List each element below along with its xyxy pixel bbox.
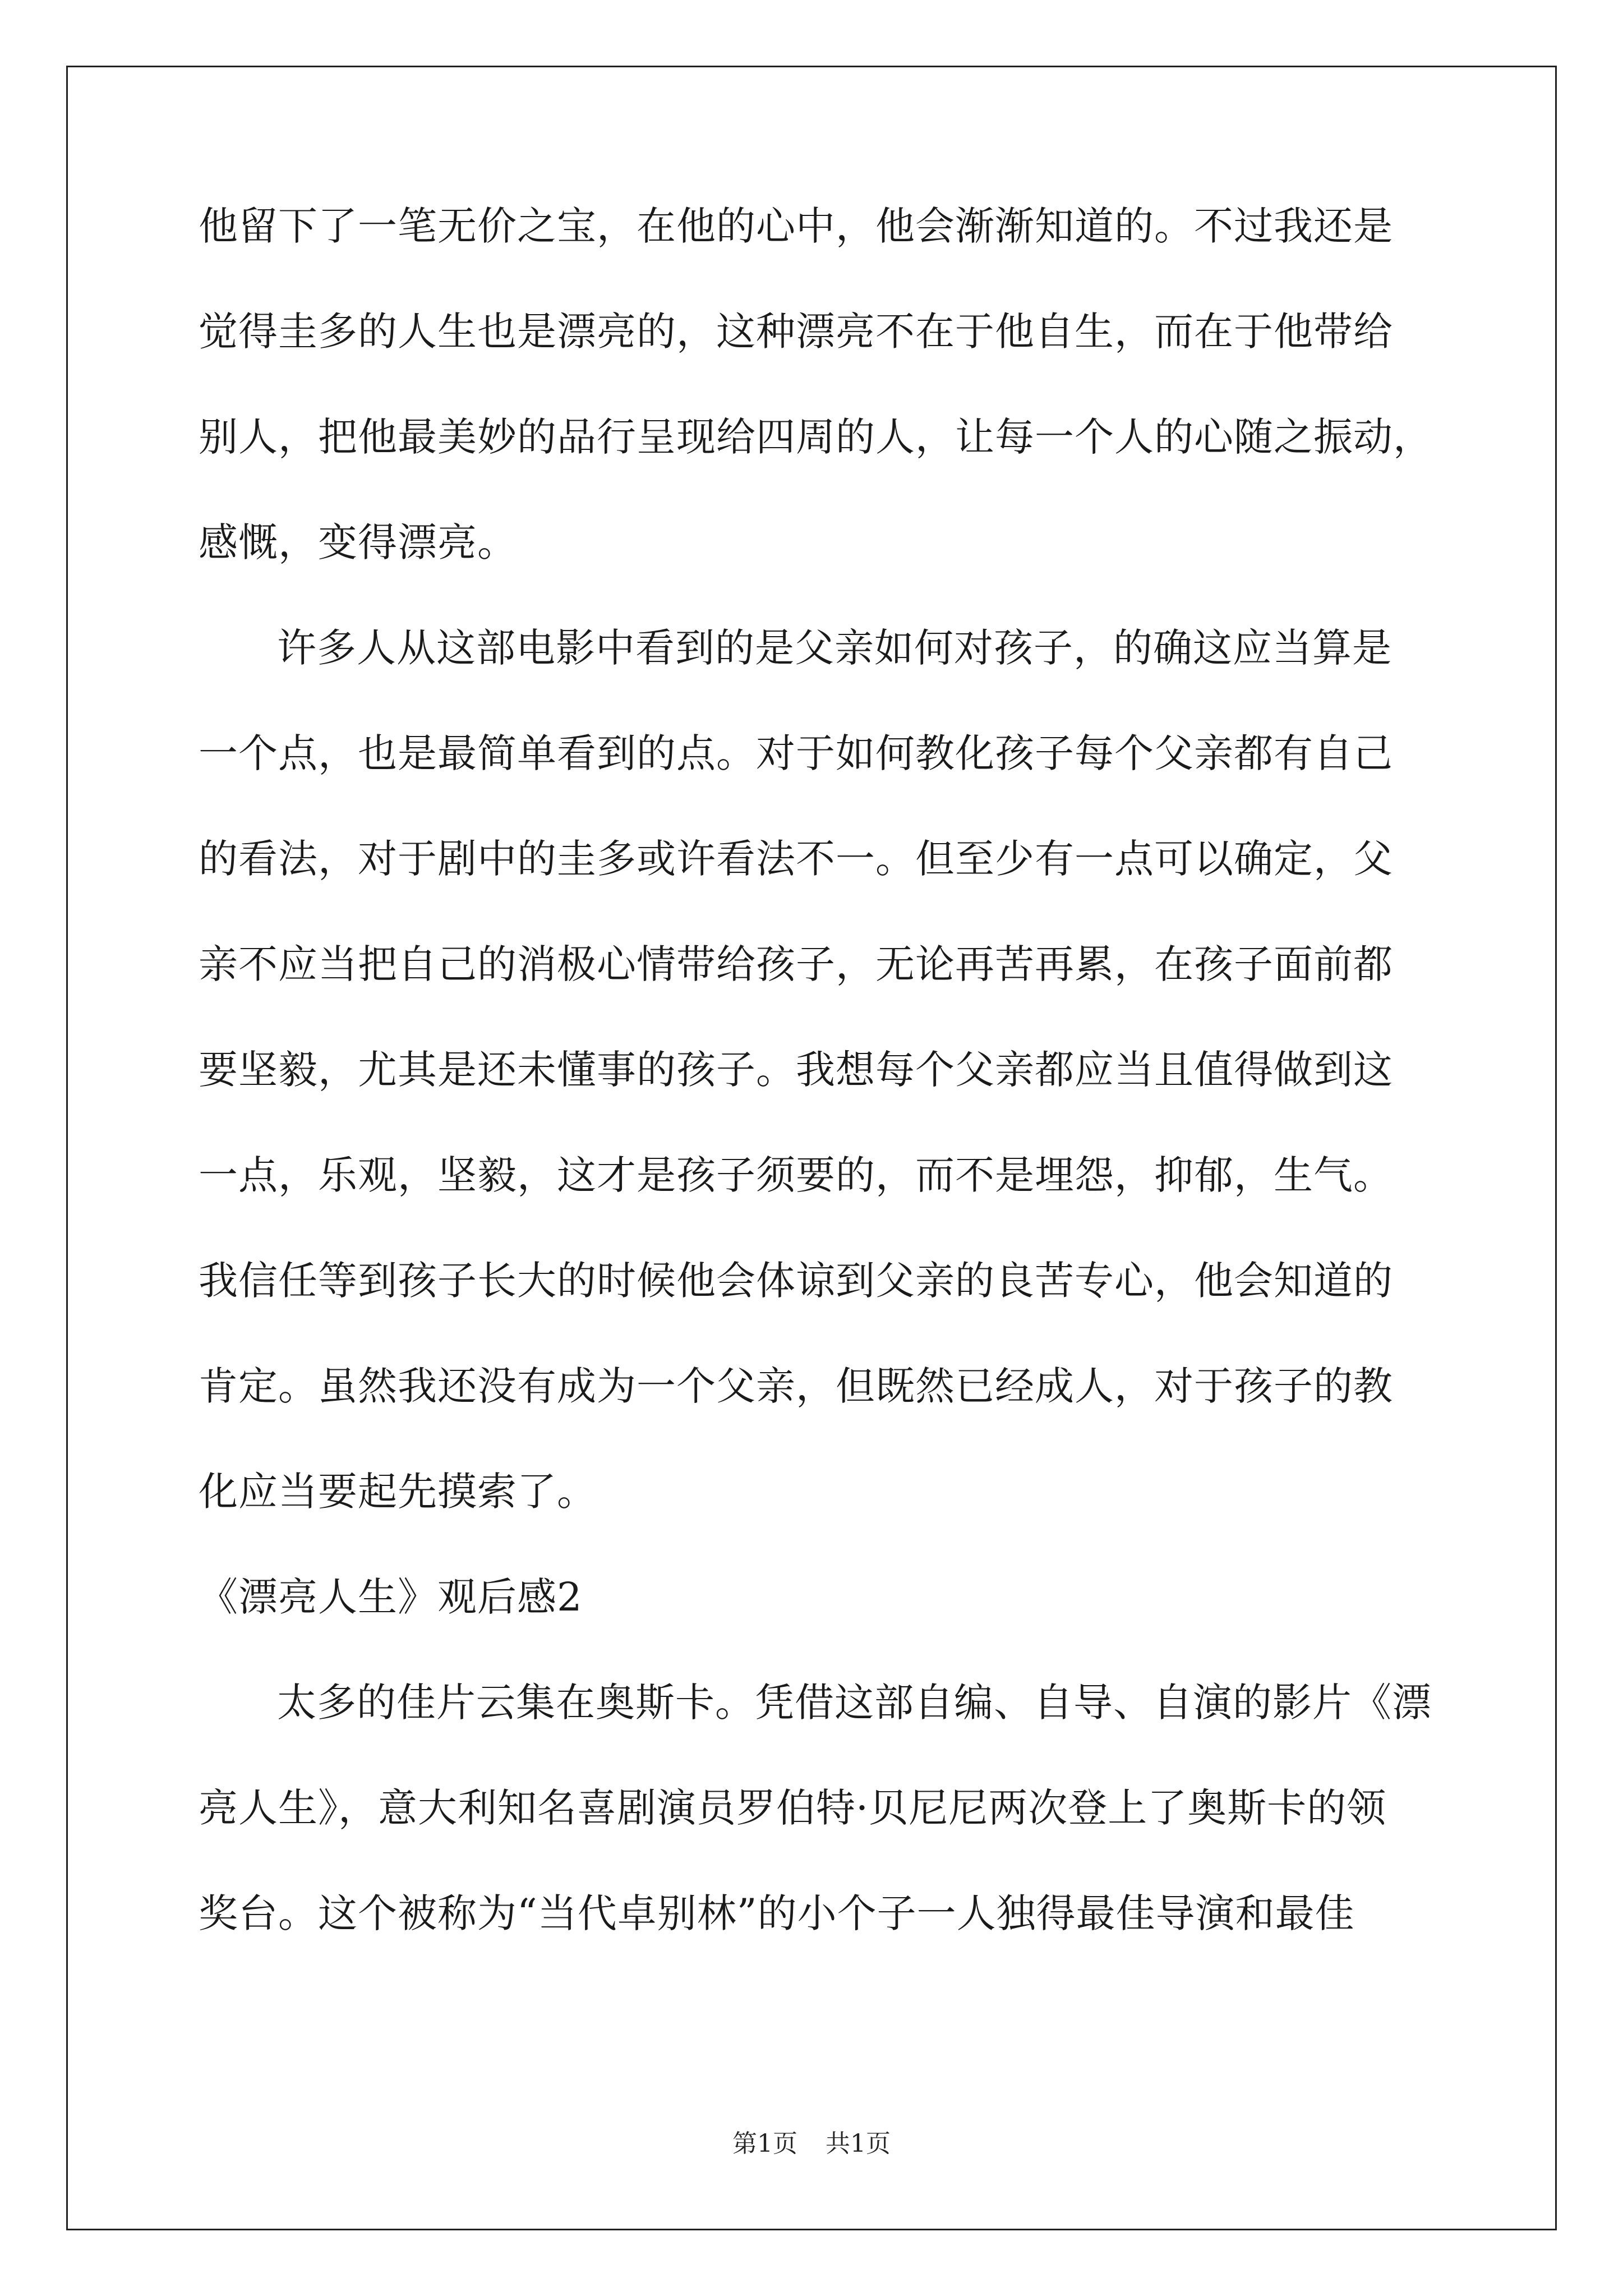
text-line: 奖台。这个被称为“当代卓别林”的小个子一人独得最佳导演和最佳 — [199, 1890, 1355, 1936]
text-line: 化应当要起先摸索了。 — [199, 1469, 597, 1515]
text-line: 一点，乐观，坚毅，这才是孩子须要的，而不是埋怨，抑郁，生气。 — [199, 1152, 1393, 1198]
paragraph-first-line: 许多人从这部电影中看到的是父亲如何对孩子，的确这应当算是 — [277, 625, 1392, 671]
text-line: 亮人生》，意大利知名喜剧演员罗伯特·贝尼尼两次登上了奥斯卡的领 — [199, 1785, 1387, 1831]
text-line: 我信任等到孩子长大的时候他会体谅到父亲的良苦专心，他会知道的 — [199, 1258, 1393, 1304]
text-line: 他留下了一笔无价之宝，在他的心中，他会渐渐知道的。不过我还是 — [199, 203, 1393, 249]
text-line: 觉得圭多的人生也是漂亮的，这种漂亮不在于他自生，而在于他带给 — [199, 309, 1393, 355]
text-line: 肯定。虽然我还没有成为一个父亲，但既然已经成人，对于孩子的教 — [199, 1363, 1393, 1409]
paragraph-first-line: 太多的佳片云集在奥斯卡。凭借这部自编、自导、自演的影片《漂 — [277, 1680, 1432, 1726]
text-line: 别人，把他最美妙的品行呈现给四周的人，让每一个人的心随之振动， — [199, 414, 1433, 460]
text-line: 感慨，变得漂亮。 — [199, 519, 517, 565]
text-line: 亲不应当把自己的消极心情带给孩子，无论再苦再累，在孩子面前都 — [199, 941, 1393, 987]
text-line: 一个点，也是最简单看到的点。对于如何教化孩子每个父亲都有自己 — [199, 730, 1393, 776]
page-footer — [0, 2127, 1623, 2161]
section-title: 《漂亮人生》观后感2 — [199, 1574, 583, 1620]
text-line: 的看法，对于剧中的圭多或许看法不一。但至少有一点可以确定，父 — [199, 836, 1393, 882]
page-number: 第1页 — [732, 2129, 797, 2158]
page-total: 共1页 — [826, 2129, 891, 2158]
text-line: 要坚毅，尤其是还未懂事的孩子。我想每个父亲都应当且值得做到这 — [199, 1047, 1393, 1093]
